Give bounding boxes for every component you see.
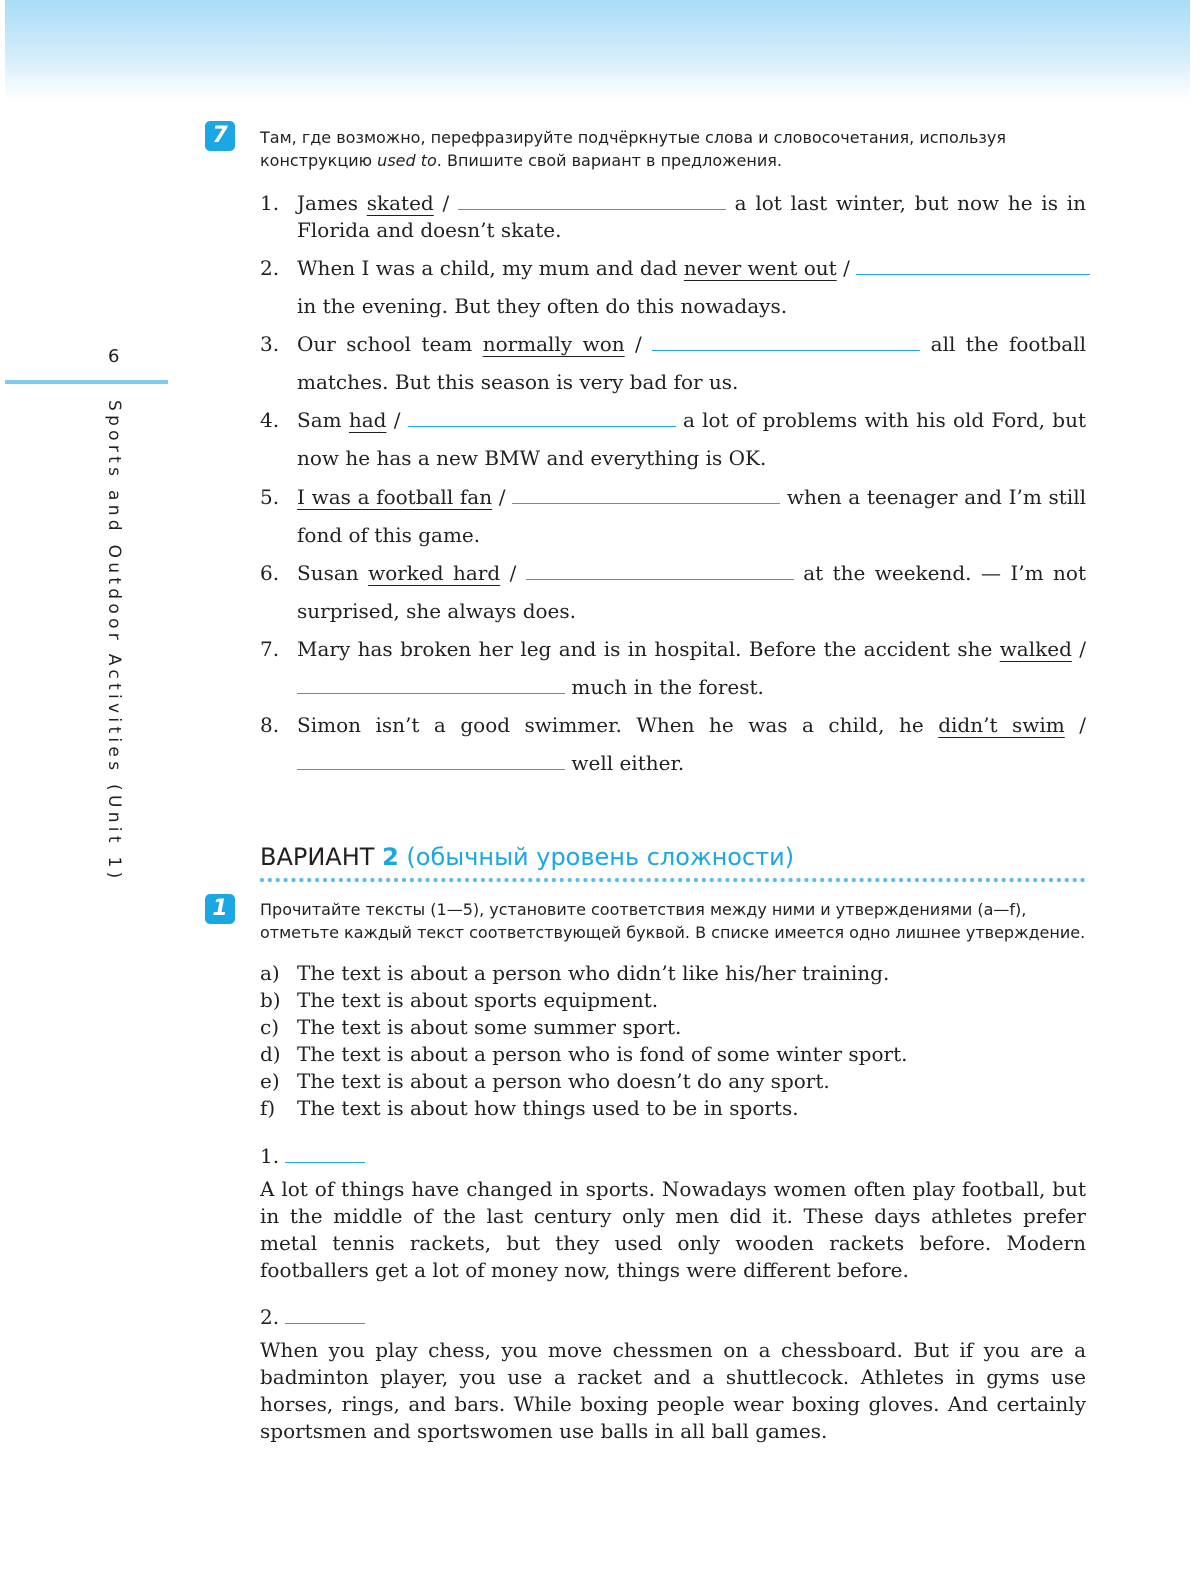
slash: / (500, 561, 517, 585)
item-number: 2. (260, 256, 280, 280)
statement-item (260, 1068, 1090, 1095)
item-number: 3. (260, 332, 280, 356)
reading-text: A lot of things have changed in sports. Nowadays women often play football, but in the middle of the last century only men did it. These days athletes prefer metal tennis rackets, but they used only wooden rackets before. Modern footballers get a lot of money now, things were different before. (260, 1177, 1086, 1282)
exercise-line (297, 673, 1086, 701)
item-number: 6. (260, 561, 280, 585)
exercise-line (297, 711, 1086, 739)
slash: / (433, 191, 450, 215)
answer-blank[interactable] (526, 559, 794, 580)
text-number (260, 1143, 365, 1170)
answer-blank[interactable] (652, 330, 920, 351)
answer-blank[interactable] (458, 189, 726, 210)
sentence-text: at the weekend. — I’m not (793, 561, 1086, 585)
exercise-line (297, 483, 1086, 511)
text-number-label: 1. (260, 1144, 280, 1168)
statement-letter: d) (260, 1042, 281, 1066)
sentence-text: when a teenager and I’m still (780, 485, 1086, 509)
item-number: 7. (260, 637, 280, 661)
answer-blank[interactable] (297, 673, 565, 694)
item-number: 1. (260, 191, 280, 215)
answer-blank[interactable] (856, 254, 1090, 275)
variant-heading (260, 840, 794, 874)
statement-letter: b) (260, 988, 281, 1012)
statement-text: The text is about a person who doesn’t do any sport. (297, 1069, 830, 1093)
statement-text: The text is about some summer sport. (297, 1015, 682, 1039)
sentence-text: James (297, 191, 367, 215)
variant-number: 2 (382, 843, 399, 871)
sentence-text: Simon isn’t a good swimmer. When he was a child, he (297, 713, 939, 737)
underlined-phrase: skated (366, 191, 434, 215)
underlined-phrase: normally won (482, 332, 625, 356)
statement-list (260, 960, 1090, 1122)
slash: / (1064, 713, 1086, 737)
statement-text: The text is about a person who is fond of some winter sport. (297, 1042, 908, 1066)
underlined-phrase: had (348, 408, 387, 432)
reading-text: When you play chess, you move chessmen on a chessboard. But if you are a badminton player, you use a racket and a shuttlecock. Athletes in gyms use horses, rings, and bars. While boxing people wear boxing gloves. And certainly sportsmen and sportswomen use balls in all ball games. (260, 1338, 1086, 1443)
underlined-phrase: worked hard (368, 561, 501, 585)
running-title: Sports and Outdoor Activities (Unit 1) (104, 400, 124, 883)
text-number-label: 2. (260, 1305, 280, 1329)
exercise-line: now he has a new BMW and everything is OK. (297, 446, 767, 470)
exercise-line (297, 406, 1086, 434)
dotted-divider (258, 876, 1088, 884)
underlined-phrase: I was a football fan (297, 485, 493, 509)
exercise-line: in the evening. But they often do this nowadays. (297, 294, 788, 318)
answer-blank[interactable] (285, 1307, 365, 1324)
statement-item (260, 987, 1090, 1014)
task-7-instruction (260, 126, 1086, 172)
statement-letter: f) (260, 1096, 276, 1120)
task-1-badge: 1 (205, 894, 235, 924)
exercise-line (297, 635, 1086, 663)
exercise-line (297, 254, 1086, 282)
exercise-line (297, 189, 1086, 217)
exercise-line: fond of this game. (297, 523, 481, 547)
statement-item (260, 1041, 1090, 1068)
slash: / (1071, 637, 1086, 661)
exercise-line (297, 330, 1086, 358)
sentence-text: all the football (920, 332, 1086, 356)
side-divider (5, 380, 168, 384)
statement-item (260, 1095, 1090, 1122)
page-number: 6 (108, 346, 120, 367)
underlined-phrase: walked (999, 637, 1072, 661)
sentence-text: a lot last winter, but now he is in (725, 191, 1086, 215)
statement-item (260, 1014, 1090, 1041)
statement-text: The text is about how things used to be in sports. (297, 1096, 799, 1120)
statement-letter: c) (260, 1015, 280, 1039)
slash: / (836, 256, 850, 280)
statement-item (260, 960, 1090, 987)
instruction-text: Там, где возможно, перефразируйте подчёркнутые слова и словосочетания, используя конструкцию (260, 128, 1007, 170)
underlined-phrase: never went out (683, 256, 837, 280)
sentence-text: When I was a child, my mum and dad (297, 256, 684, 280)
exercise-line (297, 749, 1086, 777)
variant-level: (обычный уровень сложности) (398, 843, 795, 871)
sentence-text: Sam (297, 408, 349, 432)
statement-letter: a) (260, 961, 280, 985)
answer-blank[interactable] (285, 1146, 365, 1163)
item-number: 4. (260, 408, 280, 432)
slash: / (386, 408, 401, 432)
answer-blank[interactable] (512, 483, 780, 504)
statement-text: The text is about sports equipment. (297, 988, 659, 1012)
item-number: 5. (260, 485, 280, 509)
top-decorative-band (5, 0, 1190, 100)
task-7-badge: 7 (205, 121, 235, 151)
sentence-text: a lot of problems with his old Ford, but (675, 408, 1086, 432)
exercise-line (297, 559, 1086, 587)
exercise-line: Florida and doesn’t skate. (297, 218, 562, 242)
exercise-line: matches. But this season is very bad for us. (297, 370, 739, 394)
statement-letter: e) (260, 1069, 280, 1093)
sentence-text: Susan (297, 561, 369, 585)
answer-blank[interactable] (408, 406, 676, 427)
variant-title: ВАРИАНТ (260, 843, 383, 871)
exercise-line: surprised, she always does. (297, 599, 577, 623)
sentence-text: much in the forest. (571, 675, 764, 699)
item-number: 8. (260, 713, 280, 737)
underlined-phrase: didn’t swim (938, 713, 1065, 737)
sentence-text: Our school team (297, 332, 483, 356)
slash: / (624, 332, 642, 356)
instruction-text: . Впишите свой вариант в предложения. (436, 151, 782, 170)
task-1-instruction: Прочитайте тексты (1—5), установите соответствия между ними и утверждениями (a—f), отметьте каждый текст соответствующей буквой. В списке имеется одно лишнее утверждение. (260, 900, 1086, 942)
slash: / (492, 485, 506, 509)
sentence-text: Mary has broken her leg and is in hospital. Before the accident she (297, 637, 1000, 661)
instruction-italic: used to (377, 151, 437, 170)
answer-blank[interactable] (297, 749, 565, 770)
statement-text: The text is about a person who didn’t like his/her training. (297, 961, 890, 985)
text-number (260, 1304, 365, 1331)
sentence-text: well either. (571, 751, 685, 775)
